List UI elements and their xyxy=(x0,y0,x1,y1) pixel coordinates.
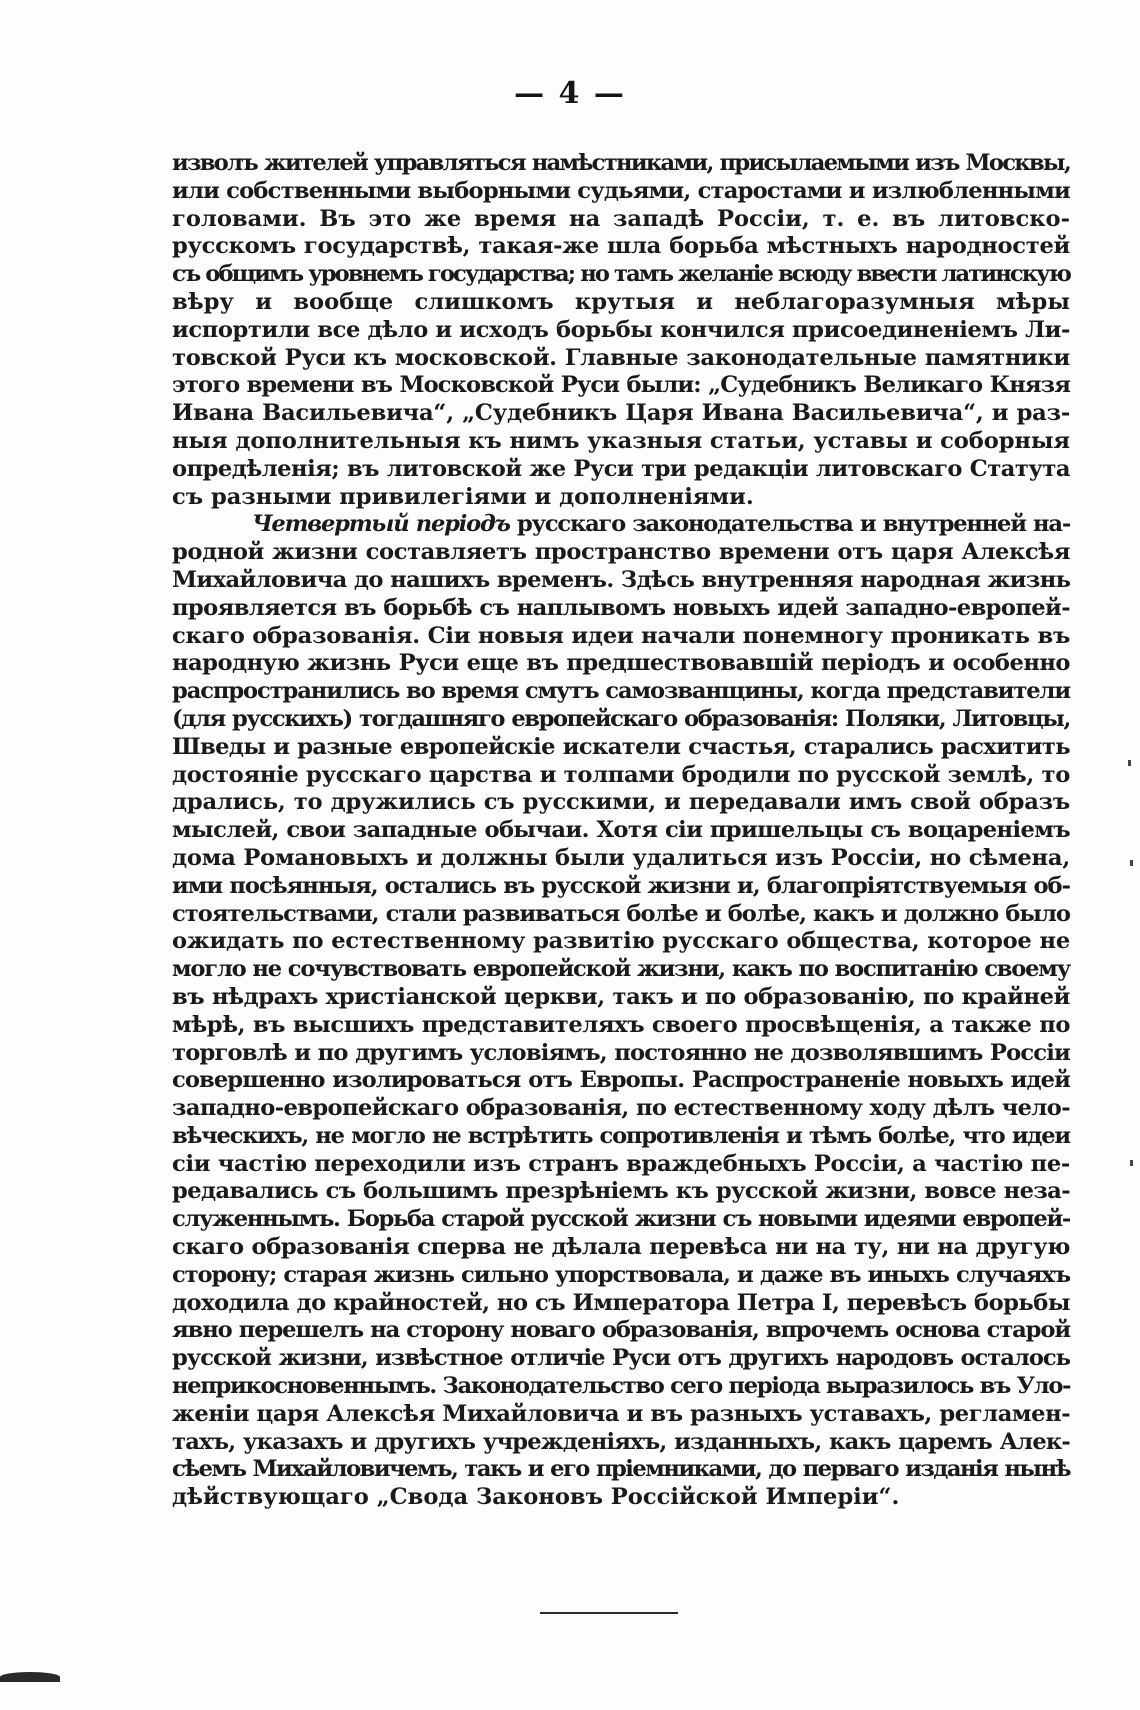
text-line-45: неприкосновеннымъ. Законодательство сего періода выразилось въ Уло- xyxy=(172,1373,1071,1400)
text-line-3: головами. Въ это же время на западѣ Россіи, т. е. въ литовско- xyxy=(172,205,1070,232)
text-line-32: мѣрѣ, въ высшихъ представителяхъ своего просвѣщенія, а также по xyxy=(172,1011,1070,1038)
text-line-26: дома Романовыхъ и должны были удалиться изъ Россіи, но сѣмена, xyxy=(172,844,1070,871)
text-line-12: опредѣленія; въ литовской же Руси три редакціи литовскаго Статута xyxy=(172,455,1070,482)
text-line-22: Шведы и разные европейскіе искатели счастья, старались расхитить xyxy=(172,733,1070,760)
text-line-20: распространились во время смутъ самозванщины, когда представители xyxy=(172,678,1070,705)
paragraph-2-first-line xyxy=(172,511,1070,539)
text-line-19: народную жизнь Руси еще въ предшествовавшій періодъ и особенно xyxy=(172,650,1070,677)
text-line-28: стоятельствами, стали развиваться болѣе и болѣе, какъ и должно было xyxy=(172,900,1070,927)
text-line-44: русской жизни, извѣстное отличіе Руси отъ другихъ народовъ осталось xyxy=(172,1345,1070,1372)
text-line-13: съ разными привилегіями и дополненіями. xyxy=(172,483,754,510)
text-line-25: мыслей, свои западные обычаи. Хотя сіи пришельцы съ воцареніемъ xyxy=(172,817,1070,844)
scan-speck xyxy=(1128,760,1131,766)
text-line-49: дѣйствующаго „Свода Законовъ Россійской Имперіи“. xyxy=(172,1484,900,1511)
section-end-rule xyxy=(540,1612,678,1614)
text-line-37: сіи частію переходили изъ странъ враждебныхъ Россіи, а частію пе- xyxy=(172,1150,1070,1177)
text-line-16: Михайловича до нашихъ временъ. Здѣсь внутренняя народная жизнь xyxy=(172,566,1071,593)
text-line-21: (для русскихъ) тогдашняго европейскаго образованія: Поляки, Литовцы, xyxy=(172,705,1070,732)
text-line-10: Ивана Васильевича“, „Судебникъ Царя Ивана Васильевича“, и раз- xyxy=(172,400,1070,427)
text-line-42: доходила до крайностей, но съ Императора Петра I, перевѣсъ борьбы xyxy=(172,1289,1070,1316)
scan-speck xyxy=(1130,860,1133,866)
text-line-9: этого времени въ Московской Руси были: „Судебникъ Великаго Князя xyxy=(172,372,1070,399)
text-line-8: товской Руси къ московской. Главные законодательные памятники xyxy=(172,344,1070,371)
text-line-7: испортили все дѣло и исходъ борьбы кончился присоединеніемъ Ли- xyxy=(172,316,1070,343)
text-line-27: ими посѣянныя, остались въ русской жизни и, благопріятствуемыя об- xyxy=(172,872,1070,899)
text-line-46: женіи царя Алексѣя Михайловича и въ разныхъ уставахъ, регламен- xyxy=(172,1400,1071,1427)
text-line-2: или собственными выборными судьями, старостами и излюбленными xyxy=(172,177,1070,204)
text-line-29: ожидать по естественному развитію русскаго общества, которое не xyxy=(172,928,1070,955)
text-line-40: скаго образованія сперва не дѣлала перевѣса ни на ту, ни на другую xyxy=(172,1234,1070,1261)
text-line-18: скаго образованія. Сіи новыя идеи начали понемногу проникать въ xyxy=(172,622,1071,649)
text-line-4: русскомъ государствѣ, такая-же шла борьба мѣстныхъ народностей xyxy=(172,233,1070,260)
text-line-11: ныя дополнительныя къ нимъ указныя статьи, уставы и соборныя xyxy=(172,427,1070,454)
text-line-48: сѣемъ Михайловичемъ, такъ и его пріемниками, до перваго изданія нынѣ xyxy=(172,1456,1070,1483)
text-line-15: родной жизни составляетъ пространство времени отъ царя Алексѣя xyxy=(172,539,1070,566)
text-line-38: редавались съ большимъ презрѣніемъ къ русской жизни, вовсе неза- xyxy=(172,1178,1070,1205)
text-line-34: совершенно изолироваться отъ Европы. Распространеніе новыхъ идей xyxy=(172,1067,1070,1094)
text-line-31: въ нѣдрахъ христіанской церкви, такъ и по образованію, по крайней xyxy=(172,983,1070,1010)
italic-lead: Четвертый періодъ xyxy=(252,511,510,538)
text-line-41: сторону; старая жизнь сильно упорствовала, и даже въ иныхъ случаяхъ xyxy=(172,1261,1070,1288)
text-line-30: могло не сочувствовать европейской жизни, какъ по воспитанію своему xyxy=(172,956,1070,983)
text-line-24: дрались, то дружились съ русскими, и передавали имъ свой образъ xyxy=(172,789,1070,816)
text-line-43: явно перешелъ на сторону новаго образованія, впрочемъ основа старой xyxy=(172,1317,1070,1344)
text-line-5: съ общимъ уровнемъ государства; но тамъ желаніе всюду ввести латинскую xyxy=(172,261,1070,288)
page-body-text xyxy=(172,150,1070,1512)
text-line-36: вѣческихъ, не могло не встрѣтить сопротивленія и тѣмъ болѣе, что идеи xyxy=(172,1122,1070,1149)
text-line-33: торговлѣ и по другимъ условіямъ, постоянно не дозволявшимъ Россіи xyxy=(172,1039,1070,1066)
text-line-14: русскаго законодательства и внутренней на- xyxy=(517,511,1071,538)
text-line-6: вѣру и вообще слишкомъ крутыя и неблагоразумныя мѣры xyxy=(172,288,1070,315)
scan-speck xyxy=(1130,1160,1133,1166)
text-line-17: проявляется въ борьбѣ съ наплывомъ новыхъ идей западно-европей- xyxy=(172,594,1070,621)
text-line-23: достояніе русскаго царства и толпами бродили по русской землѣ, то xyxy=(172,761,1070,788)
text-line-1: изволъ жителей управляться намѣстниками, присылаемыми изъ Москвы, xyxy=(172,150,1070,176)
page-number: — 4 — xyxy=(514,76,626,111)
text-line-39: служеннымъ. Борьба старой русской жизни съ новыми идеями европей- xyxy=(172,1206,1070,1233)
text-line-47: тахъ, указахъ и другихъ учрежденіяхъ, изданныхъ, какъ царемъ Алек- xyxy=(172,1428,1070,1455)
text-line-35: западно-европейскаго образованія, по естественному ходу дѣлъ чело- xyxy=(172,1095,1070,1122)
scan-smudge xyxy=(0,1672,60,1682)
